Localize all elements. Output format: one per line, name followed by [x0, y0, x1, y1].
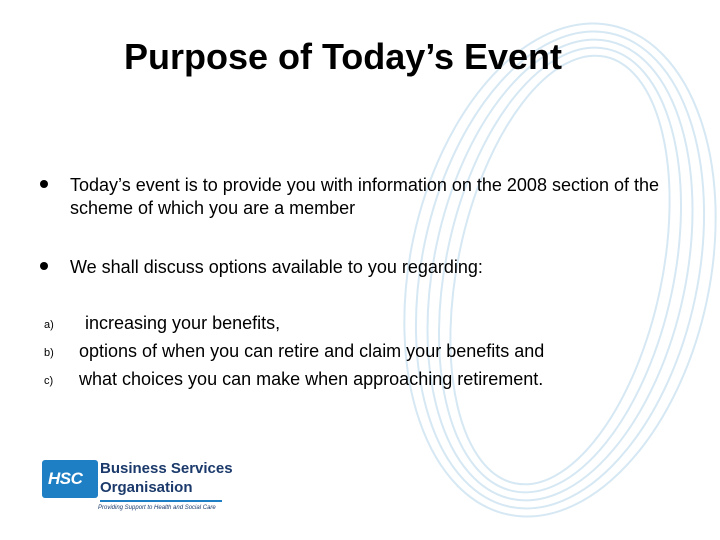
logo-line-2: Organisation [100, 479, 193, 496]
hsc-badge-icon [42, 460, 98, 498]
slide-title: Purpose of Today’s Event [123, 36, 563, 77]
sub-item-text: increasing your benefits, [85, 313, 281, 333]
bullet-dot-icon [40, 180, 48, 188]
sub-item-text: options of when you can retire and claim your benefits and [79, 341, 545, 361]
organisation-logo [40, 458, 233, 516]
bullet-text: Today’s event is to provide you with information on the 2008 section of the scheme of which you are a member [70, 175, 660, 218]
logo-divider [100, 500, 222, 502]
logo-badge-text: HSC [48, 469, 83, 488]
bullet-text: We shall discuss options available to you regarding: [70, 257, 483, 277]
sub-item-text: what choices you can make when approaching retirement. [79, 369, 544, 389]
sub-item-marker: a) [44, 319, 54, 331]
sub-item-marker: c) [44, 375, 54, 387]
logo-tagline: Providing Support to Health and Social Care [98, 505, 216, 511]
sub-item-marker: b) [44, 347, 54, 359]
logo-line-1: Business Services [100, 460, 233, 477]
bullet-dot-icon [40, 262, 48, 270]
